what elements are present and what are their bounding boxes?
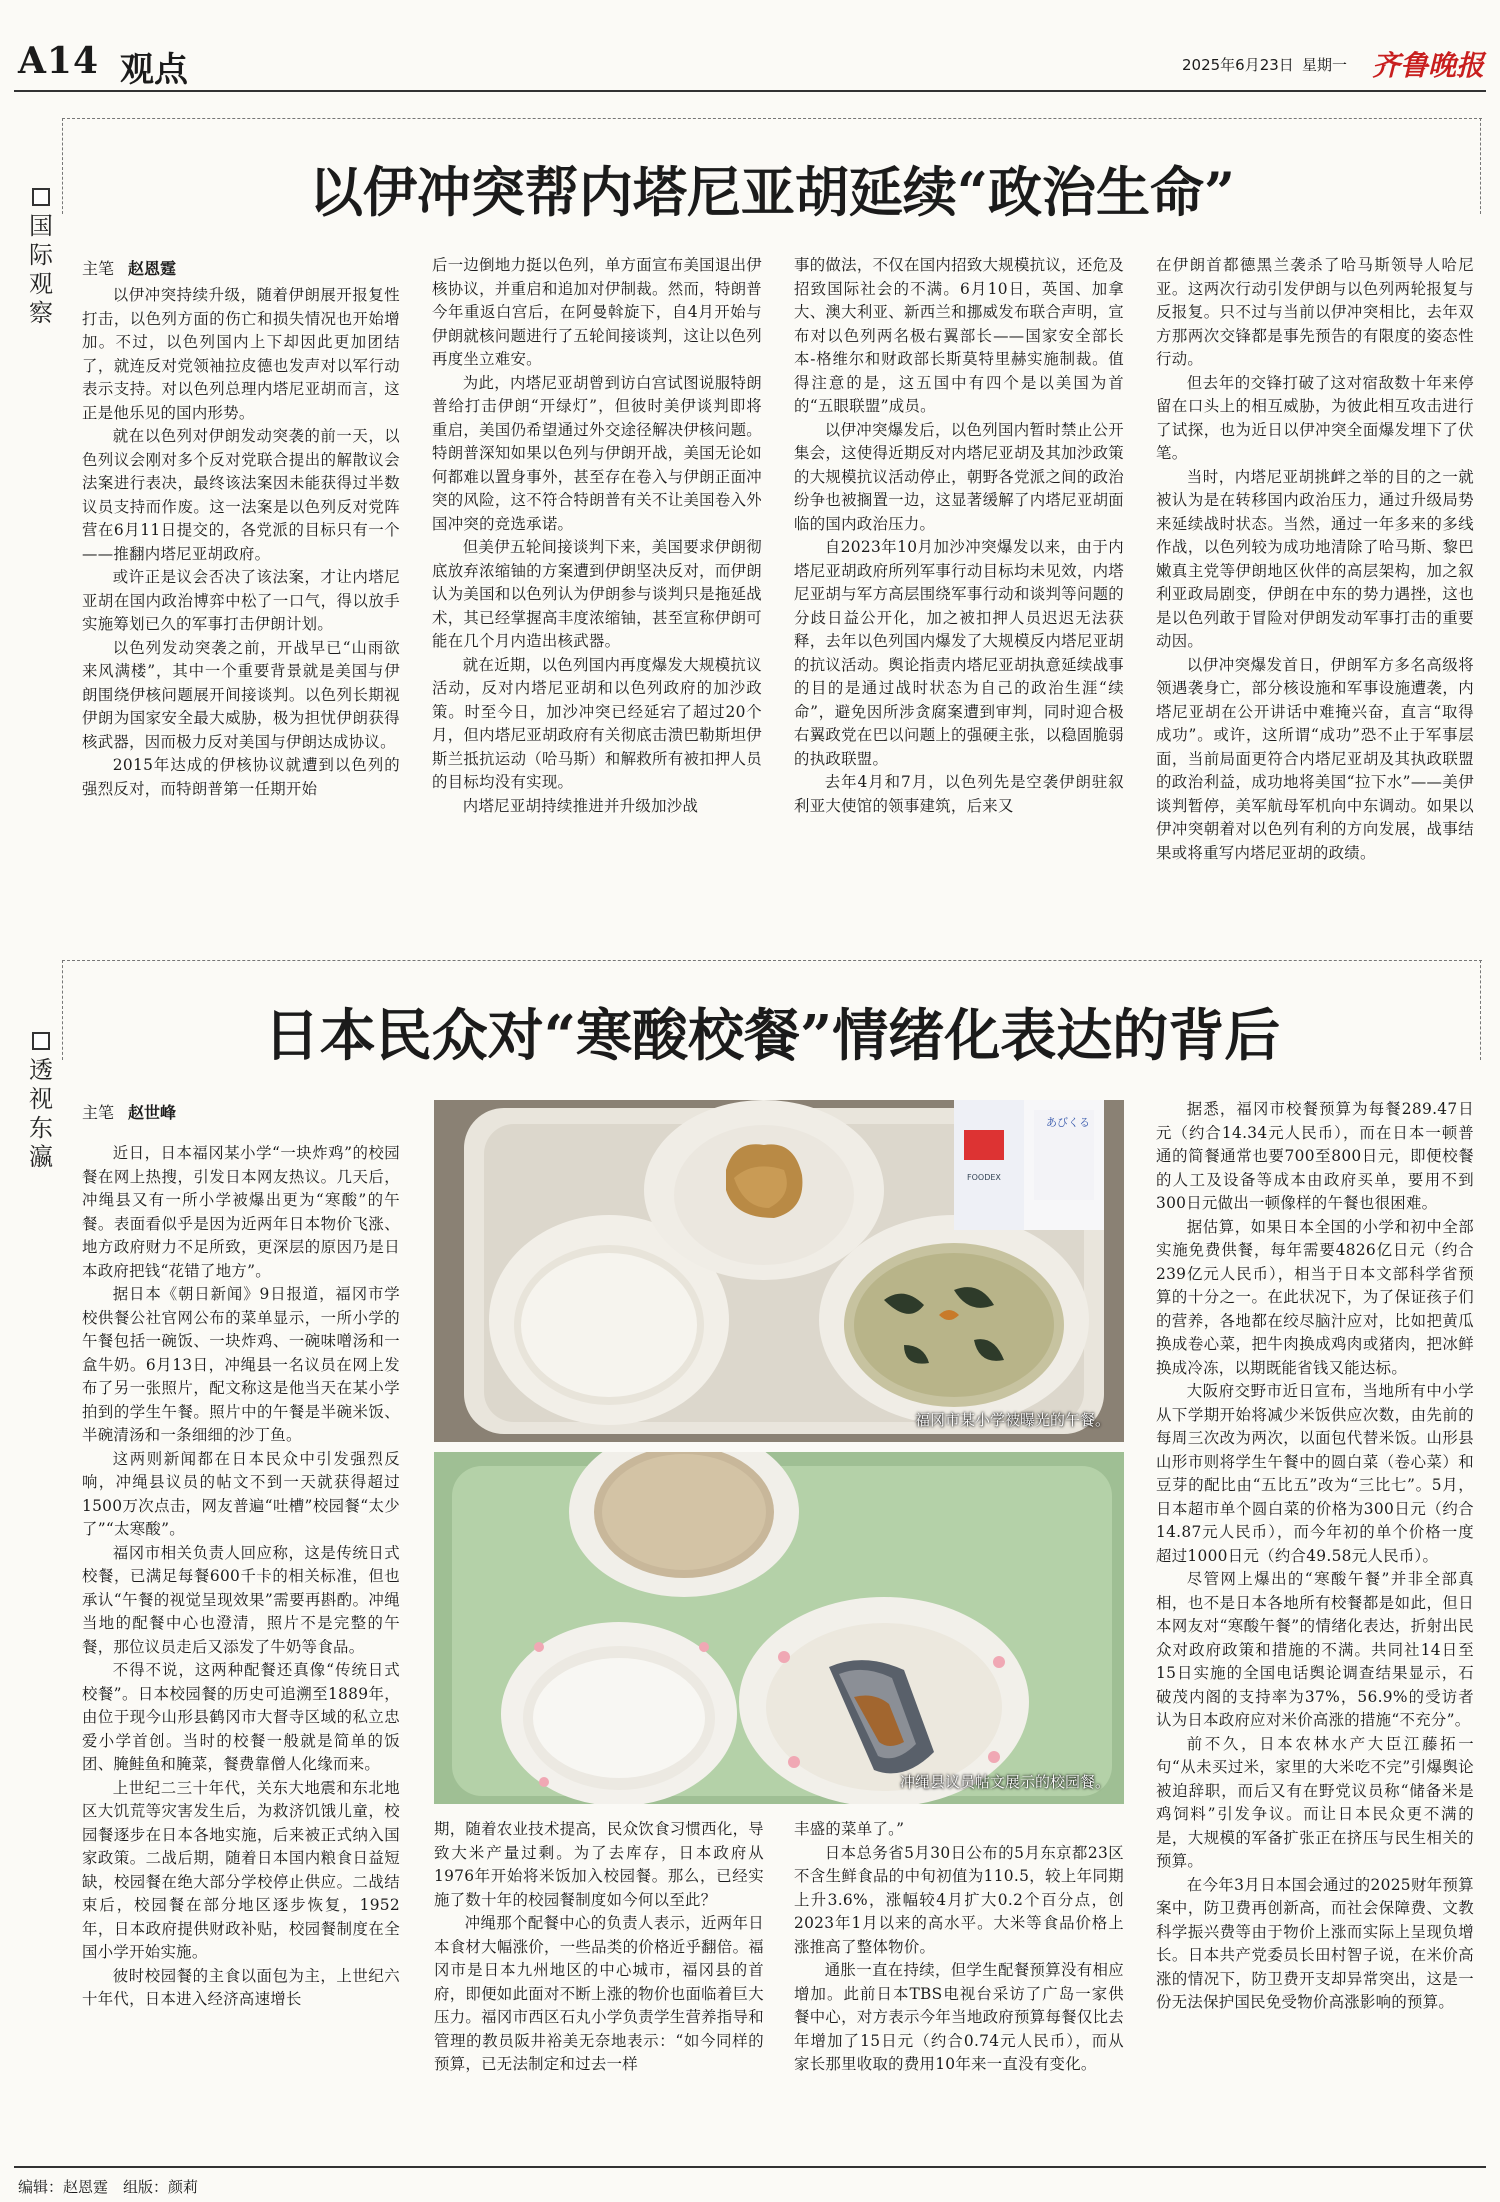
article1-column-2 <box>432 254 762 932</box>
paragraph: 大阪府交野市近日宣布，当地所有中小学从下学期开始将减少米饭供应次数，由先前的每周三次改为两次，以面包代替米饭。山形县山形市则将学生午餐中的圆白菜（卷心菜）和豆芽的配比由“五比五”改为“三比七”。5月，日本超市单个圆白菜的价格为300日元（约合14.87元人民币），而今年初的单个价格一度超过1000日元（约合49.58元人民币）。 <box>1156 1382 1474 1565</box>
milk-carton-label: FOODEX <box>967 1173 1001 1182</box>
paragraph: 彼时校园餐的主食以面包为主，上世纪六十年代，日本进入经济高速增长 <box>82 1966 400 2008</box>
issue-weekday: 星期一 <box>1302 56 1348 74</box>
footer-rule <box>14 2166 1486 2168</box>
label-marker-icon <box>32 1032 50 1050</box>
paragraph: 但去年的交锋打破了这对宿敌数十年来停留在口头上的相互威胁，为彼此相互攻击进行了试探，也为近日以伊冲突全面爆发埋下了伏笔。 <box>1156 373 1474 462</box>
paragraph: 在今年3月日本国会通过的2025财年预算案中，防卫费再创新高，而社会保障费、文教科学振兴费等由于物价上涨而实际上呈现负增长。日本共产党委员长田村智子说，在米价高涨的情况下，防卫费开支却异常突出，这是一份无法保护国民免受物价高涨影响的预算。 <box>1156 1875 1474 2011</box>
paragraph: 通胀一直在持续，但学生配餐预算没有相应增加。此前日本TBS电视台采访了广岛一家供餐中心，对方表示今年当地政府预算每餐仅比去年增加了15日元（约合0.74元人民币），而从家长那里收取的费用10年来一直没有变化。 <box>794 1961 1124 2073</box>
byline-role: 主笔 <box>82 259 115 278</box>
photo1-caption: 福冈市某小学被曝光的午餐。 <box>914 1411 1110 1429</box>
paragraph: 据估算，如果日本全国的小学和初中全部实施免费供餐，每年需要4826亿日元（约合239亿元人民币），相当于日本文部科学省预算的十分之一。在此状况下，为了保证孩子们的营养，各地都在绞尽脑汁应对，比如把黄瓜换成卷心菜，把牛肉换成鸡肉或猪肉，把冰鲜换成冷冻，以期既能省钱又能达标。 <box>1156 1217 1474 1377</box>
paragraph: 就在以色列对伊朗发动突袭的前一天，以色列议会刚对多个反对党联合提出的解散议会法案进行表决，最终该法案因未能获得过半数议员支持而作废。这一法案是以色列反对党阵营在6月11日提交的，各党派的目标只有一个——推翻内塔尼亚胡政府。 <box>82 427 400 563</box>
paragraph: 近日，日本福冈某小学“一块炸鸡”的校园餐在网上热搜，引发日本网友热议。几天后，冲绳县又有一所小学被爆出更为“寒酸”的午餐。表面看似乎是因为近两年日本物价飞涨、地方政府财力不足所致，更深层的原因乃是日本政府把钱“花错了地方”。 <box>82 1144 400 1280</box>
article1-top-rule <box>62 118 1482 119</box>
paragraph: 为此，内塔尼亚胡曾到访白宫试图说服特朗普给打击伊朗“开绿灯”，但彼时美伊谈判即将重启，美国仍希望通过外交途径解决伊核问题。特朗普深知如果以色列与伊朗开战，美国无论如何都难以置身事外，甚至存在卷入与伊朗正面冲突的风险，这不符合特朗普有关不让美国卷入外国冲突的竞选承诺。 <box>432 373 762 533</box>
paragraph: 冲绳那个配餐中心的负责人表示，近两年日本食材大幅涨价，一些品类的价格近乎翻倍。福冈市是日本九州地区的中心城市，福冈县的首府，即便如此面对不断上涨的物价也面临着巨大压力。福冈市西区石丸小学负责学生营养指导和管理的教员阪井裕美无奈地表示：“如今同样的预算，已无法制定和过去一样 <box>434 1914 764 2073</box>
article2-column-label-text: 透 视 东 瀛 <box>29 1056 53 1171</box>
photo-okinawa-lunch <box>434 1452 1124 1804</box>
photo2-caption: 冲绳县议员帖文展示的校园餐。 <box>899 1773 1110 1791</box>
paragraph: 前不久，日本农林水产大臣江藤拓一句“从未买过米，家里的大米吃不完”引爆舆论被迫辞职，而后又有在野党议员称“储备米是鸡饲料”引发争议。而让日本民众更不满的是，大规模的军备扩张正在挤压与民生相关的预算。 <box>1156 1734 1474 1870</box>
paragraph: 以伊冲突持续升级，随着伊朗展开报复性打击，以色列方面的伤亡和损失情况也开始增加。不过，以色列国内上下却因此更加团结了，就连反对党领袖拉皮德也发声对以军行动表示支持。对以色列总理内塔尼亚胡而言，这正是他乐见的国内形势。 <box>82 286 400 422</box>
paragraph: 当时，内塔尼亚胡挑衅之举的目的之一就被认为是在转移国内政治压力，通过升级局势来延续战时状态。当然，通过一年多来的多线作战，以色列较为成功地清除了哈马斯、黎巴嫩真主党等伊朗地区伙伴的高层架构，加之叙利亚政局剧变，伊朗在中东的势力遇挫，这也是以色列敢于冒险对伊朗发动军事打击的重要动因。 <box>1156 467 1474 650</box>
paragraph: 以伊冲突爆发后，以色列国内暂时禁止公开集会，这使得近期反对内塔尼亚胡及其加沙政策的大规模抗议活动停止，朝野各党派之间的政治纷争也被搁置一边，这显著缓解了内塔尼亚胡面临的国内政治压力。 <box>794 420 1124 533</box>
article1-column-3 <box>794 254 1124 932</box>
paragraph: 自2023年10月加沙冲突爆发以来，由于内塔尼亚胡政府所列军事行动目标均未见效，内塔尼亚胡与军方高层围绕军事行动和谈判等问题的分歧日益公开化，加之被扣押人员迟迟无法获释，去年以色列国内爆发了大规模反内塔尼亚胡的抗议活动。舆论指责内塔尼亚胡执意延续战事的目的是通过战时状态为自己的政治生涯“续命”，避免因所涉贪腐案遭到审判，同时迎合极右翼政党在巴以问题上的强硬主张，以稳固脆弱的执政联盟。 <box>794 538 1124 768</box>
byline-author: 赵恩霆 <box>128 259 177 278</box>
paragraph: 在伊朗首都德黑兰袭杀了哈马斯领导人哈尼亚。这两次行动引发伊朗与以色列两轮报复与反报复。只不过与当前以伊冲突相比，去年双方那两次交锋都是事先预告的有限度的姿态性行动。 <box>1156 256 1474 368</box>
label-marker-icon <box>32 188 50 206</box>
paragraph: 不得不说，这两种配餐还真像“传统日式校餐”。日本校园餐的历史可追溯至1889年，由位于现今山形县鹤冈市大督寺区域的私立忠爱小学首创。当时的校餐一般就是简单的饭团、腌鲑鱼和腌菜，餐费靠僧人化缘而来。 <box>82 1661 400 1773</box>
byline-role: 主笔 <box>82 1103 115 1122</box>
paragraph: 去年4月和7月，以色列先是空袭伊朗驻叙利亚大使馆的领事建筑，后来又 <box>794 773 1124 815</box>
paragraph: 上世纪二三十年代，关东大地震和东北地区大饥荒等灾害发生后，为救济饥饿儿童，校园餐逐步在日本各地实施，后来被正式纳入国家政策。二战后期，随着日本国内粮食日益短缺，校园餐在绝大部分学校停止供应。二战结束后，校园餐在部分地区逐步恢复，1952年，日本政府提供财政补贴，校园餐制度在全国小学开始实施。 <box>82 1778 400 1961</box>
lunch-tray-image <box>434 1100 1124 1442</box>
paragraph: 就在近期，以色列国内再度爆发大规模抗议活动，反对内塔尼亚胡和以色列政府的加沙政策。时至今日，加沙冲突已经延宕了超过20个月，但内塔尼亚胡政府有关彻底击溃巴勒斯坦伊斯兰抵抗运动（哈马斯）和解救所有被扣押人员的目标均没有实现。 <box>432 655 762 791</box>
page-number: A14 <box>18 40 100 82</box>
paragraph: 据日本《朝日新闻》9日报道，福冈市学校供餐公社官网公布的菜单显示，一所小学的午餐包括一碗饭、一块炸鸡、一碗味噌汤和一盒牛奶。6月13日，冲绳县一名议员在网上发布了另一张照片，配文称这是他当天在某小学拍到的学生午餐。照片中的午餐是半碗米饭、半碗清汤和一条细细的沙丁鱼。 <box>82 1285 400 1444</box>
editor-credit: 编辑：赵恩霆 组版：颜莉 <box>18 2178 199 2196</box>
paragraph: 事的做法，不仅在国内招致大规模抗议，还危及招致国际社会的不满。6月10日，英国、加拿大、澳大利亚、新西兰和挪威发布联合声明，宣布对以色列两名极右翼部长——国家安全部长本-格维尔和财政部长斯莫特里赫实施制裁。值得注意的是，这五国中有四个是以美国为首的“五眼联盟”成员。 <box>794 256 1124 415</box>
paragraph: 这两则新闻都在日本民众中引发强烈反响，冲绳县议员的帖文不到一天就获得超过1500万次点击，网友普遍“吐槽”校园餐“太少了”“太寒酸”。 <box>82 1449 400 1538</box>
header-rule <box>14 90 1486 92</box>
paragraph: 福冈市相关负责人回应称，这是传统日式校餐，已满足每餐600千卡的相关标准，但也承认“午餐的视觉呈现效果”需要再斟酌。冲绳当地的配餐中心也澄清，照片不是完整的午餐，那位议员走后又添发了牛奶等食品。 <box>82 1543 400 1656</box>
article2-top-rule <box>62 960 1482 961</box>
section-name: 观点 <box>120 50 188 90</box>
byline-author: 赵世峰 <box>128 1103 177 1122</box>
paragraph: 日本总务省5月30日公布的5月东京都23区不含生鲜食品的中旬初值为110.5，较上年同期上升3.6%，涨幅较4月扩大0.2个百分点，创2023年1月以来的高水平。大米等食品价格上涨推高了整体物价。 <box>794 1843 1124 1956</box>
paragraph: 或许正是议会否决了该法案，才让内塔尼亚胡在国内政治博弈中松了一口气，得以放手实施筹划已久的军事打击伊朗计划。 <box>82 568 400 633</box>
issue-date: 2025年6月23日 <box>1182 56 1294 74</box>
masthead-logo: 齐鲁晚报 <box>1372 49 1485 82</box>
paragraph: 以伊冲突爆发首日，伊朗军方多名高级将领遇袭身亡，部分核设施和军事设施遭袭，内塔尼亚胡在公开讲话中难掩兴奋，直言“取得成功”。或许，这所谓“成功”恐不止于军事层面，当前局面更符合内塔尼亚胡及其执政联盟的政治利益，成功地将美国“拉下水”——美伊谈判暂停，美军航母军机向中东调动。如果以伊冲突朝着对以色列有利的方向发展，战事结果或将重写内塔尼亚胡的政绩。 <box>1156 655 1474 862</box>
article2-column-left <box>82 1142 400 2160</box>
article1-column-1 <box>82 284 400 932</box>
article2-byline <box>82 1100 176 1123</box>
school-meal-image <box>434 1452 1124 1804</box>
paragraph: 2015年达成的伊核协议就遭到以色列的强烈反对，而特朗普第一任期开始 <box>82 756 400 798</box>
article1-title: 以伊冲突帮内塔尼亚胡延续“政治生命” <box>308 160 1236 224</box>
paragraph: 但美伊五轮间接谈判下来，美国要求伊朗彻底放弃浓缩铀的方案遭到伊朗坚决反对，而伊朗认为美国和以色列认为伊朗参与谈判只是拖延战术，其已经掌握高丰度浓缩铀，甚至宣称伊朗可能在几个月内造出核武器。 <box>432 538 762 650</box>
article2-column-label <box>28 1032 54 1172</box>
article1-column-label-text: 国 际 观 察 <box>29 212 53 327</box>
paragraph: 丰盛的菜单了。” <box>794 1820 905 1838</box>
paragraph: 尽管网上爆出的“寒酸午餐”并非全部真相，也不是日本各地所有校餐都是如此，但日本网友对“寒酸午餐”的情绪化表达，折射出民众对政府政策和措施的不满。共同社14日至15日实施的全国电话舆论调查结果显示，石破茂内阁的支持率为37%，56.9%的受访者认为日本政府应对米价高涨的措施“不充分”。 <box>1156 1570 1474 1729</box>
paragraph: 内塔尼亚胡持续推进并升级加沙战 <box>462 796 699 815</box>
paragraph: 以色列发动突袭之前，开战早已“山雨欲来风满楼”，其中一个重要背景就是美国与伊朗围绕伊核问题展开间接谈判。以色列长期视伊朗为国家安全最大威胁，极为担忧伊朗获得核武器，因而极力反对美国与伊朗达成协议。 <box>82 638 400 751</box>
article1-byline <box>82 256 176 279</box>
paragraph: 期，随着农业技术提高，民众饮食习惯西化，导致大米产量过剩。为了去库存，日本政府从1976年开始将米饭加入校园餐。那么，已经实施了数十年的校园餐制度如今何以至此？ <box>434 1820 764 1909</box>
article2-title: 日本民众对“寒酸校餐”情绪化表达的背后 <box>263 1003 1281 1069</box>
article1-column-label <box>28 188 54 328</box>
article2-column-mid-b <box>794 1818 1124 2160</box>
paragraph: 后一边倒地力挺以色列，单方面宣布美国退出伊核协议，并重启和追加对伊制裁。然而，特朗普今年重返白宫后，在阿曼斡旋下，自4月开始与伊朗就核问题进行了五轮间接谈判，这让以色列再度坐立难安。 <box>432 256 762 368</box>
paragraph: 据悉，福冈市校餐预算为每餐289.47日元（约合14.34元人民币），而在日本一顿普通的简餐通常也要700至800日元，即便校餐的人工及设备等成本由政府买单，要用不到300日元做出一顿像样的午餐也很困难。 <box>1156 1100 1474 1212</box>
article2-column-mid-a <box>434 1818 764 2160</box>
milk-carton-brand: あびくる <box>1046 1116 1090 1129</box>
photo-fukuoka-lunch <box>434 1100 1124 1442</box>
article1-column-4 <box>1156 254 1474 932</box>
article2-column-right <box>1156 1098 1474 2160</box>
